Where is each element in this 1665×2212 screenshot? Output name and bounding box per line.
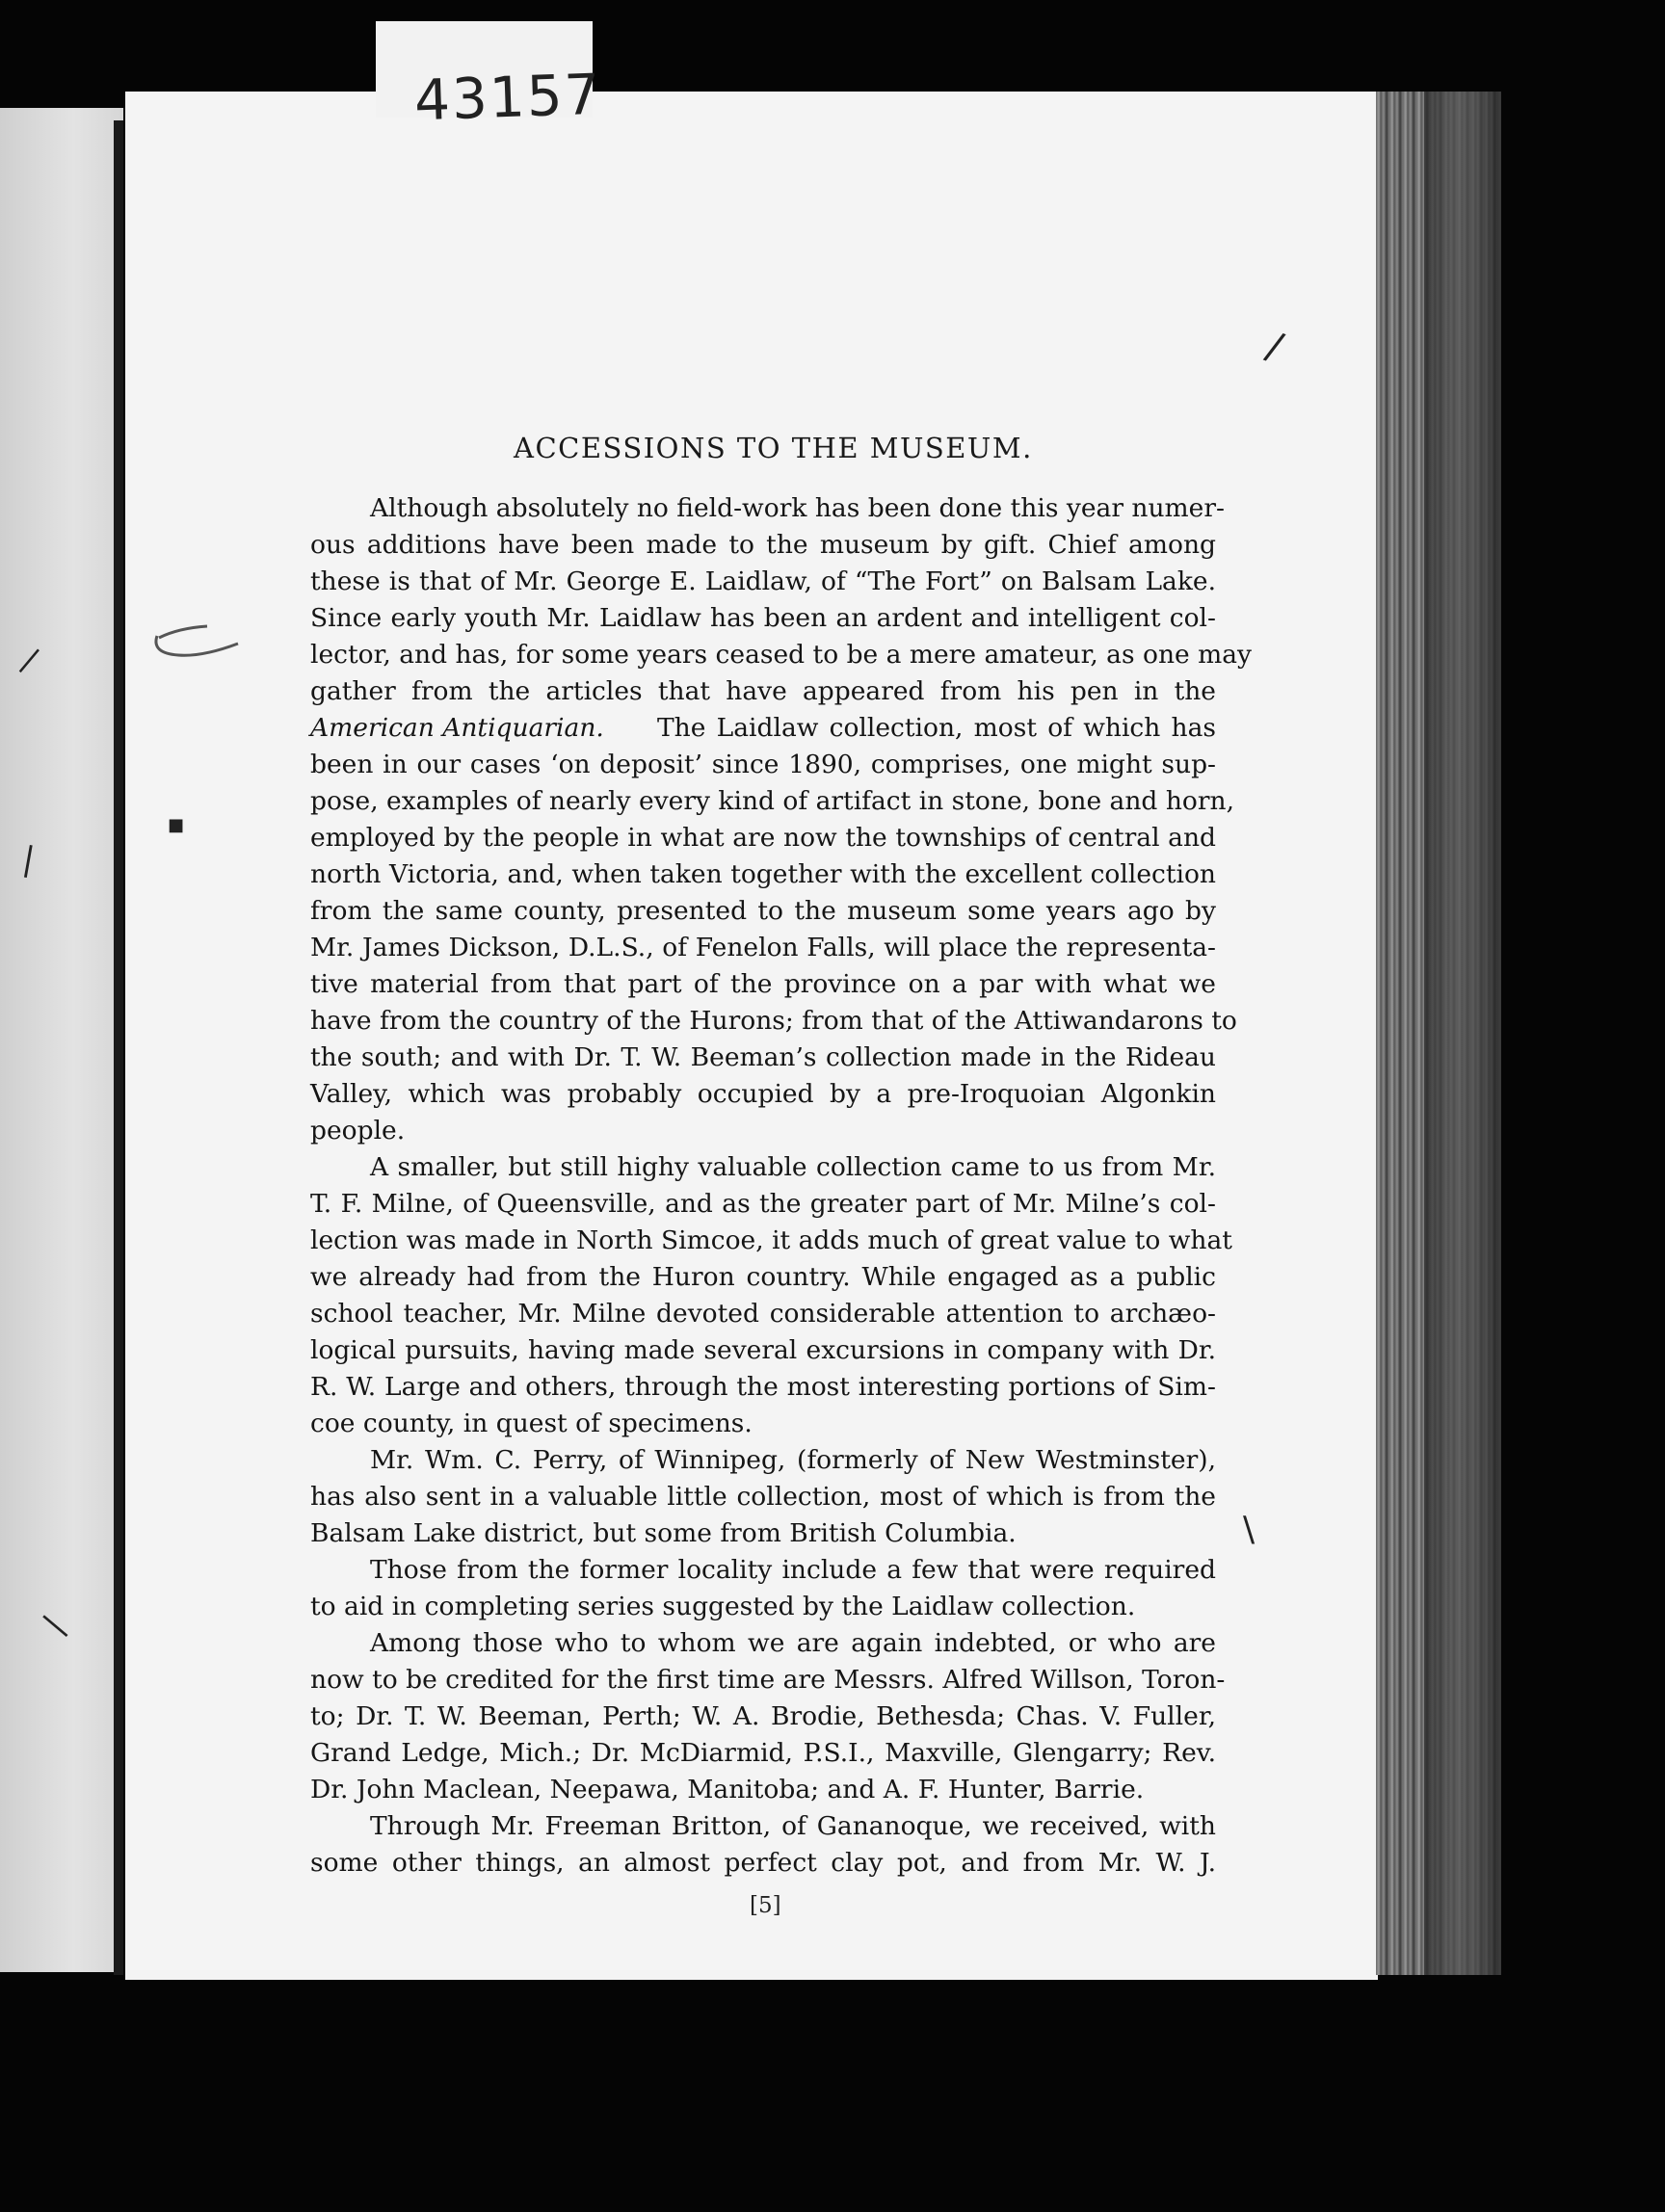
pencil-mark xyxy=(149,617,241,668)
pencil-mark: \ xyxy=(1243,1510,1255,1549)
text-line: ous additions have been made to the museum by gift. Chief among xyxy=(310,530,1216,560)
text-line: R. W. Large and others, through the most interesting portions of Sim- xyxy=(310,1372,1216,1402)
text-line: to; Dr. T. W. Beeman, Perth; W. A. Brodie, Bethesda; Chas. V. Fuller, xyxy=(310,1701,1216,1731)
text-line: Mr. Wm. C. Perry, of Winnipeg, (formerly of New Westminster), xyxy=(370,1445,1216,1475)
journal-title: American Antiquarian. xyxy=(310,713,604,743)
text-line: tive material from that part of the province on a par with what we xyxy=(310,969,1216,999)
text-line: from the same county, presented to the museum some years ago by xyxy=(310,896,1216,926)
text-line: Those from the former locality include a few that were required xyxy=(370,1555,1216,1585)
text-line: some other things, an almost perfect clay pot, and from Mr. W. J. xyxy=(310,1848,1216,1878)
page-number: [5] xyxy=(750,1893,781,1918)
text-line: has also sent in a valuable little collection, most of which is from the xyxy=(310,1482,1216,1512)
text-line: we already had from the Huron country. While engaged as a public xyxy=(310,1262,1216,1292)
text-line: The Laidlaw collection, most of which has xyxy=(657,713,1216,743)
text-line: employed by the people in what are now the townships of central and xyxy=(310,823,1216,853)
pencil-mark: / xyxy=(1260,324,1288,370)
text-line: coe county, in quest of specimens. xyxy=(310,1409,753,1438)
heading: ACCESSIONS TO THE MUSEUM. xyxy=(514,432,1033,464)
text-line: people. xyxy=(310,1116,406,1146)
text-line: gather from the articles that have appeared from his pen in the xyxy=(310,676,1216,706)
page-edges-shadow xyxy=(1424,92,1501,1975)
text-line: now to be credited for the first time are Messrs. Alfred Willson, Toron- xyxy=(310,1665,1226,1695)
text-line: school teacher, Mr. Milne devoted considerable attention to archæo- xyxy=(310,1299,1216,1329)
text-line: Dr. John Maclean, Neepawa, Manitoba; and A. F. Hunter, Barrie. xyxy=(310,1775,1145,1804)
text-line: Mr. James Dickson, D.L.S., of Fenelon Falls, will place the representa- xyxy=(310,933,1216,962)
facing-page xyxy=(0,108,123,1972)
text-line: logical pursuits, having made several excursions in company with Dr. xyxy=(310,1335,1216,1365)
text-line: these is that of Mr. George E. Laidlaw, of “The Fort” on Balsam Lake. xyxy=(310,566,1216,596)
text-line: Since early youth Mr. Laidlaw has been an ardent and intelligent col- xyxy=(310,603,1216,633)
margin-dash: | xyxy=(36,1608,71,1641)
margin-dot: ■ xyxy=(168,815,185,835)
text-line: Balsam Lake district, but some from British Columbia. xyxy=(310,1518,1017,1548)
text-line: Valley, which was probably occupied by a pre-Iroquoian Algonkin xyxy=(310,1079,1216,1109)
call-number-slip xyxy=(376,21,603,134)
text-line: north Victoria, and, when taken together with the excellent collection xyxy=(310,859,1216,889)
text-line: lection was made in North Simcoe, it adds much of great value to what xyxy=(310,1225,1232,1255)
text-line: the south; and with Dr. T. W. Beeman’s collection made in the Rideau xyxy=(310,1042,1216,1072)
call-number: 43157 xyxy=(412,61,603,134)
text-line: lector, and has, for some years ceased to be a mere amateur, as one may xyxy=(310,640,1253,670)
text-line: Although absolutely no field-work has been done this year numer- xyxy=(370,493,1225,523)
text-line: to aid in completing series suggested by the Laidlaw collection. xyxy=(310,1592,1136,1621)
text-line: T. F. Milne, of Queensville, and as the greater part of Mr. Milne’s col- xyxy=(310,1189,1216,1219)
text-line: have from the country of the Hurons; from that of the Attiwandarons to xyxy=(310,1006,1237,1036)
margin-dash: | xyxy=(19,839,38,880)
text-line: pose, examples of nearly every kind of artifact in stone, bone and horn, xyxy=(310,786,1234,816)
text-line: Grand Ledge, Mich.; Dr. McDiarmid, P.S.I., Maxville, Glengarry; Rev. xyxy=(310,1738,1216,1768)
text-line: been in our cases ‘on deposit’ since 1890, comprises, one might sup- xyxy=(310,750,1216,779)
text-line xyxy=(310,711,604,748)
margin-dash: | xyxy=(15,643,45,676)
gutter xyxy=(114,120,123,1975)
text-line: Through Mr. Freeman Britton, of Gananoque, we received, with xyxy=(370,1811,1216,1841)
text-line: Among those who to whom we are again indebted, or who are xyxy=(370,1628,1216,1658)
text-line: A smaller, but still highy valuable collection came to us from Mr. xyxy=(370,1152,1216,1182)
